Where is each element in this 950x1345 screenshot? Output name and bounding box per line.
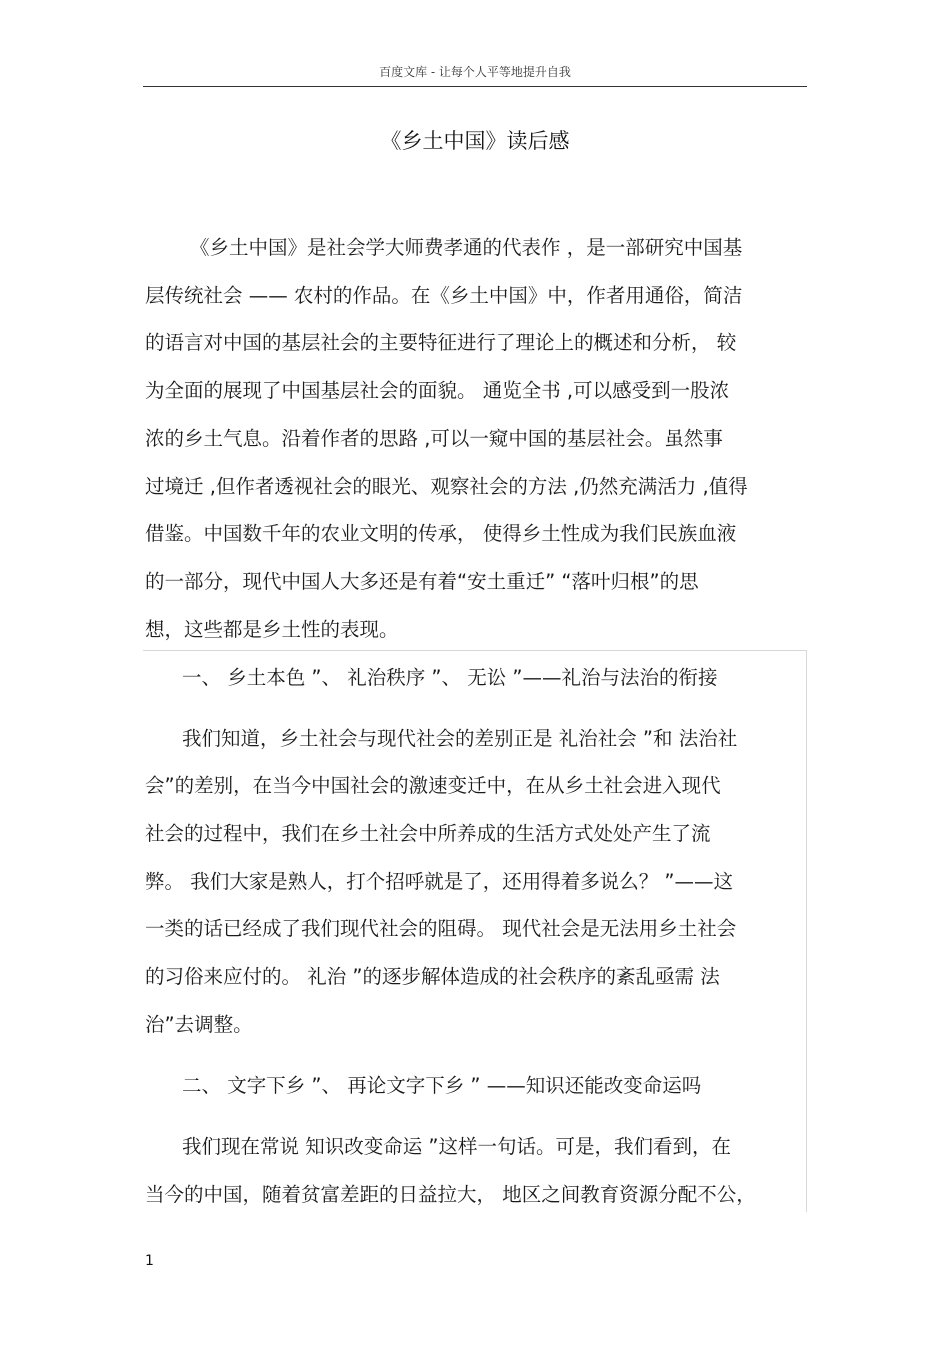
intro-line: 过境迁 ,但作者透视社会的眼光、观察社会的方法 ,仍然充满活力 ,值得 [145, 475, 748, 498]
section2-line: 我们现在常说 知识改变命运 ”这样一句话。可是，我们看到，在 [182, 1135, 731, 1158]
document-title: 《乡土中国》读后感 [380, 129, 570, 153]
section-heading: 二、 文字下乡 ”、 再论文字下乡 ” ——知识还能改变命运吗 [182, 1074, 702, 1097]
section1-line: 的习俗来应付的。 礼治 ”的逐步解体造成的社会秩序的紊乱亟需 法 [145, 965, 720, 988]
section1-line: 一类的话已经成了我们现代社会的阻碍。 现代社会是无法用乡土社会 [145, 917, 737, 940]
section1-line: 弊。 我们大家是熟人，打个招呼就是了，还用得着多说么？ ”——这 [145, 870, 733, 893]
intro-line: 想，这些都是乡土性的表现。 [145, 618, 399, 641]
intro-line: 层传统社会 —— 农村的作品。在《乡土中国》中，作者用通俗，简洁 [145, 284, 743, 307]
section-heading: 一、 乡土本色 ”、 礼治秩序 ”、 无讼 ”——礼治与法治的衔接 [182, 666, 718, 689]
intro-line: 借鉴。中国数千年的农业文明的传承， 使得乡土性成为我们民族血液 [145, 522, 737, 545]
section2-line: 当今的中国，随着贫富差距的日益拉大， 地区之间教育资源分配不公， [145, 1183, 756, 1206]
header-rule [143, 86, 807, 87]
section1-line: 治”去调整。 [145, 1013, 253, 1036]
intro-line: 的语言对中国的基层社会的主要特征进行了理论上的概述和分析， 较 [145, 331, 737, 354]
intro-line: 为全面的展现了中国基层社会的面貌。 通览全书 ,可以感受到一股浓 [145, 379, 730, 402]
section1-line: 会”的差别，在当今中国社会的激速变迁中，在从乡土社会进入现代 [145, 774, 721, 797]
intro-line: 《乡土中国》是社会学大师费孝通的代表作 ，是一部研究中国基 [190, 236, 743, 259]
page-number: 1 [145, 1253, 154, 1269]
section1-line: 社会的过程中，我们在乡土社会中所养成的生活方式处处产生了流 [145, 822, 711, 845]
section1-line: 我们知道，乡土社会与现代社会的差别正是 礼治社会 ”和 法治社 [182, 727, 738, 750]
intro-line: 的一部分，现代中国人大多还是有着“安土重迁” “落叶归根”的思 [145, 570, 699, 593]
page-header: 百度文库 - 让每个人平等地提升自我 [379, 65, 571, 79]
intro-line: 浓的乡土气息。沿着作者的思路 ,可以一窥中国的基层社会。虽然事 [145, 427, 723, 450]
